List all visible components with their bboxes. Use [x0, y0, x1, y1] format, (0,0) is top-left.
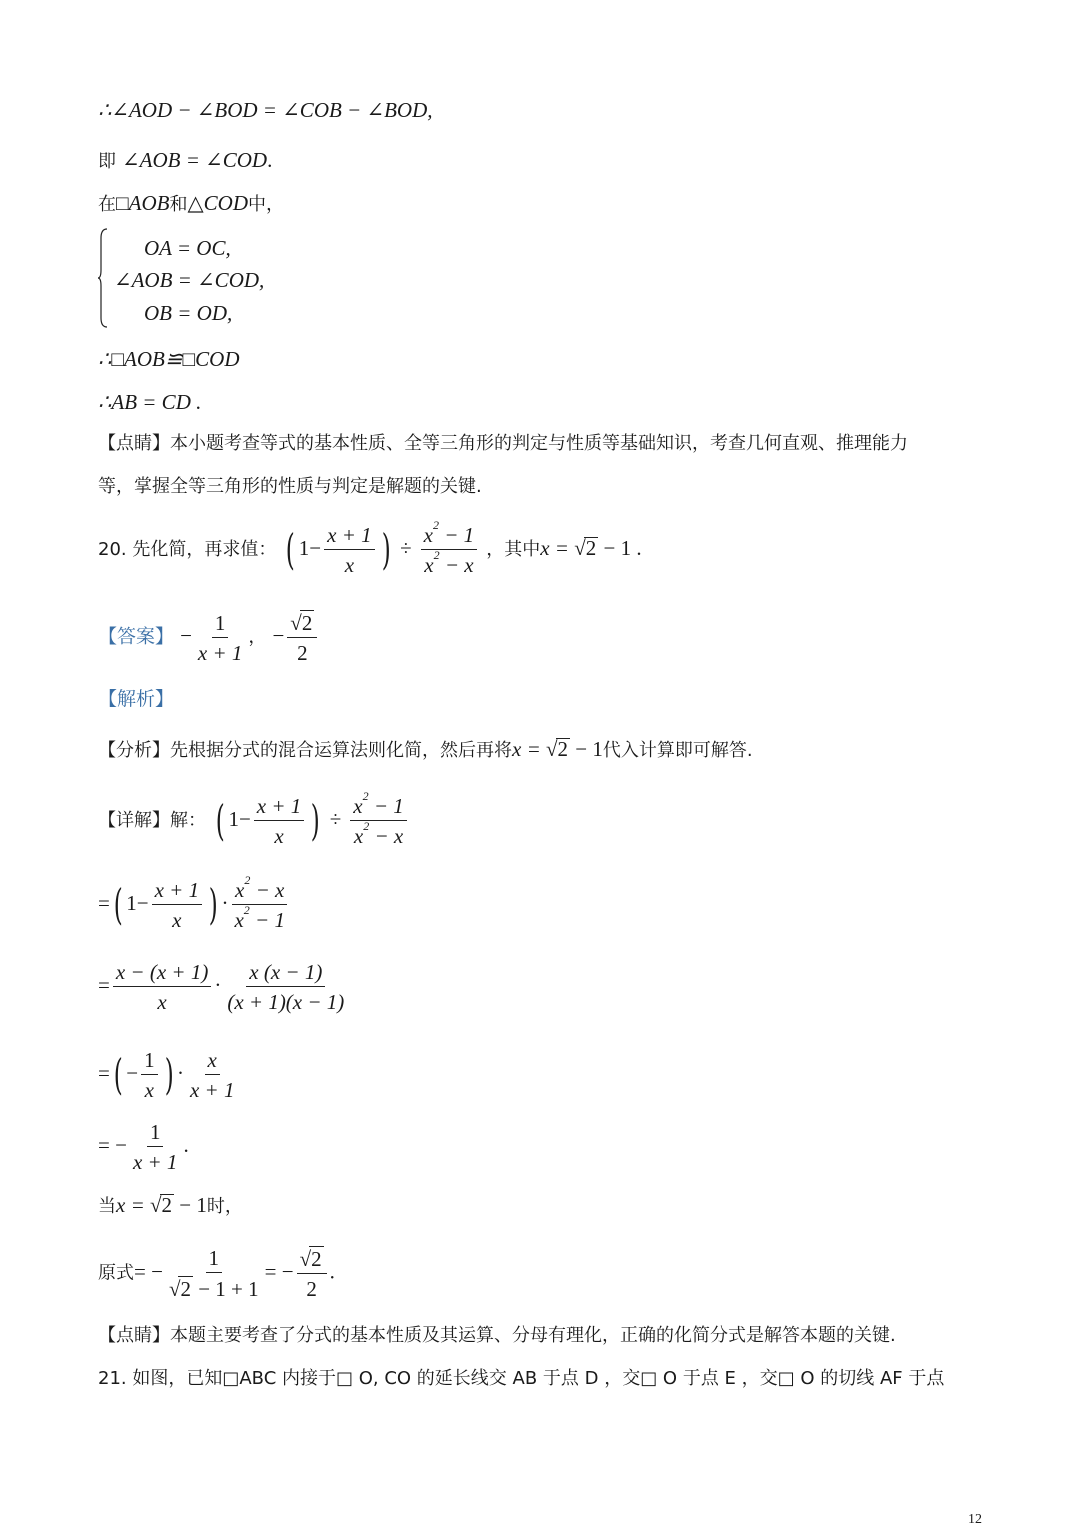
question-20: 20. 先化简，再求值： ( 1− $\frac{x + 1}{x}$ ) ÷ $\frac{x^2 - 1}{x^2 - x}$ ，其中x = √2 − 1 .: [98, 518, 642, 578]
question-21: 21. 如图，已知□ABC 内接于□ O, CO 的延长线交 AB 于点 D ，交□ O 于点 E ，交□ O 的切线 AF 于点: [98, 1368, 945, 1389]
answer-line: 【答案】 − $\frac{1}{x + 1}$ ， − $\frac{√2}{2}$: [98, 610, 320, 665]
page-number: 12: [968, 1512, 982, 1527]
fenxi-line: 【分析】先根据分式的混合运算法则化简，然后再将x = √2 − 1代入计算即可解答.: [98, 737, 753, 761]
system-eq-2: ∠AOB = ∠COD,: [114, 268, 265, 292]
system-eq-3: OB = OD,: [144, 301, 233, 325]
proof-line-3: 在□AOB和△COD中，: [98, 191, 285, 215]
when-line: 当x = √2 − 1时，: [98, 1193, 243, 1217]
dianjing-1-line-1: 【点睛】本小题考查等式的基本性质、全等三角形的判定与性质等基础知识，考查几何直观、推理能力: [98, 433, 908, 454]
result-line: 原式= − $\frac{1}{√2 - 1 + 1}$ = − $\frac{√2}{2}$ .: [98, 1246, 335, 1302]
step-3: =( − $\frac{1}{x}$ ) · $\frac{x}{x + 1}$: [98, 1048, 235, 1103]
xiangjie-line: 【详解】解： ( 1− $\frac{x + 1}{x}$ ) ÷ $\frac{x^2 - 1}{x^2 - x}$: [98, 794, 410, 848]
system-brace: [98, 228, 108, 328]
step-1: =( 1− $\frac{x + 1}{x}$ ) · $\frac{x^2 - x}{x^2 - 1}$: [98, 878, 291, 932]
analysis-tag: 【解析】: [98, 688, 175, 710]
dianjing-2: 【点睛】本题主要考查了分式的基本性质及其运算、分母有理化，正确的化简分式是解答本题的关键.: [98, 1325, 896, 1346]
system-eq-1: OA = OC,: [144, 236, 231, 260]
step-2: = $\frac{x - (x + 1)}{x}$ · $\frac{x (x - 1)}{(x + 1)(x - 1)}$: [98, 960, 345, 1015]
congruence-line: ∴□AOB≌□COD: [98, 347, 240, 371]
step-4: = − $\frac{1}{x + 1}$ .: [98, 1120, 189, 1175]
proof-line-2: 即 ∠AOB = ∠COD.: [98, 148, 273, 172]
conclusion-line: ∴AB = CD .: [98, 390, 202, 414]
proof-line-1: ∴∠AOD − ∠BOD = ∠COB − ∠BOD,: [98, 98, 433, 122]
dianjing-1-line-2: 等，掌握全等三角形的性质与判定是解题的关键.: [98, 476, 482, 497]
